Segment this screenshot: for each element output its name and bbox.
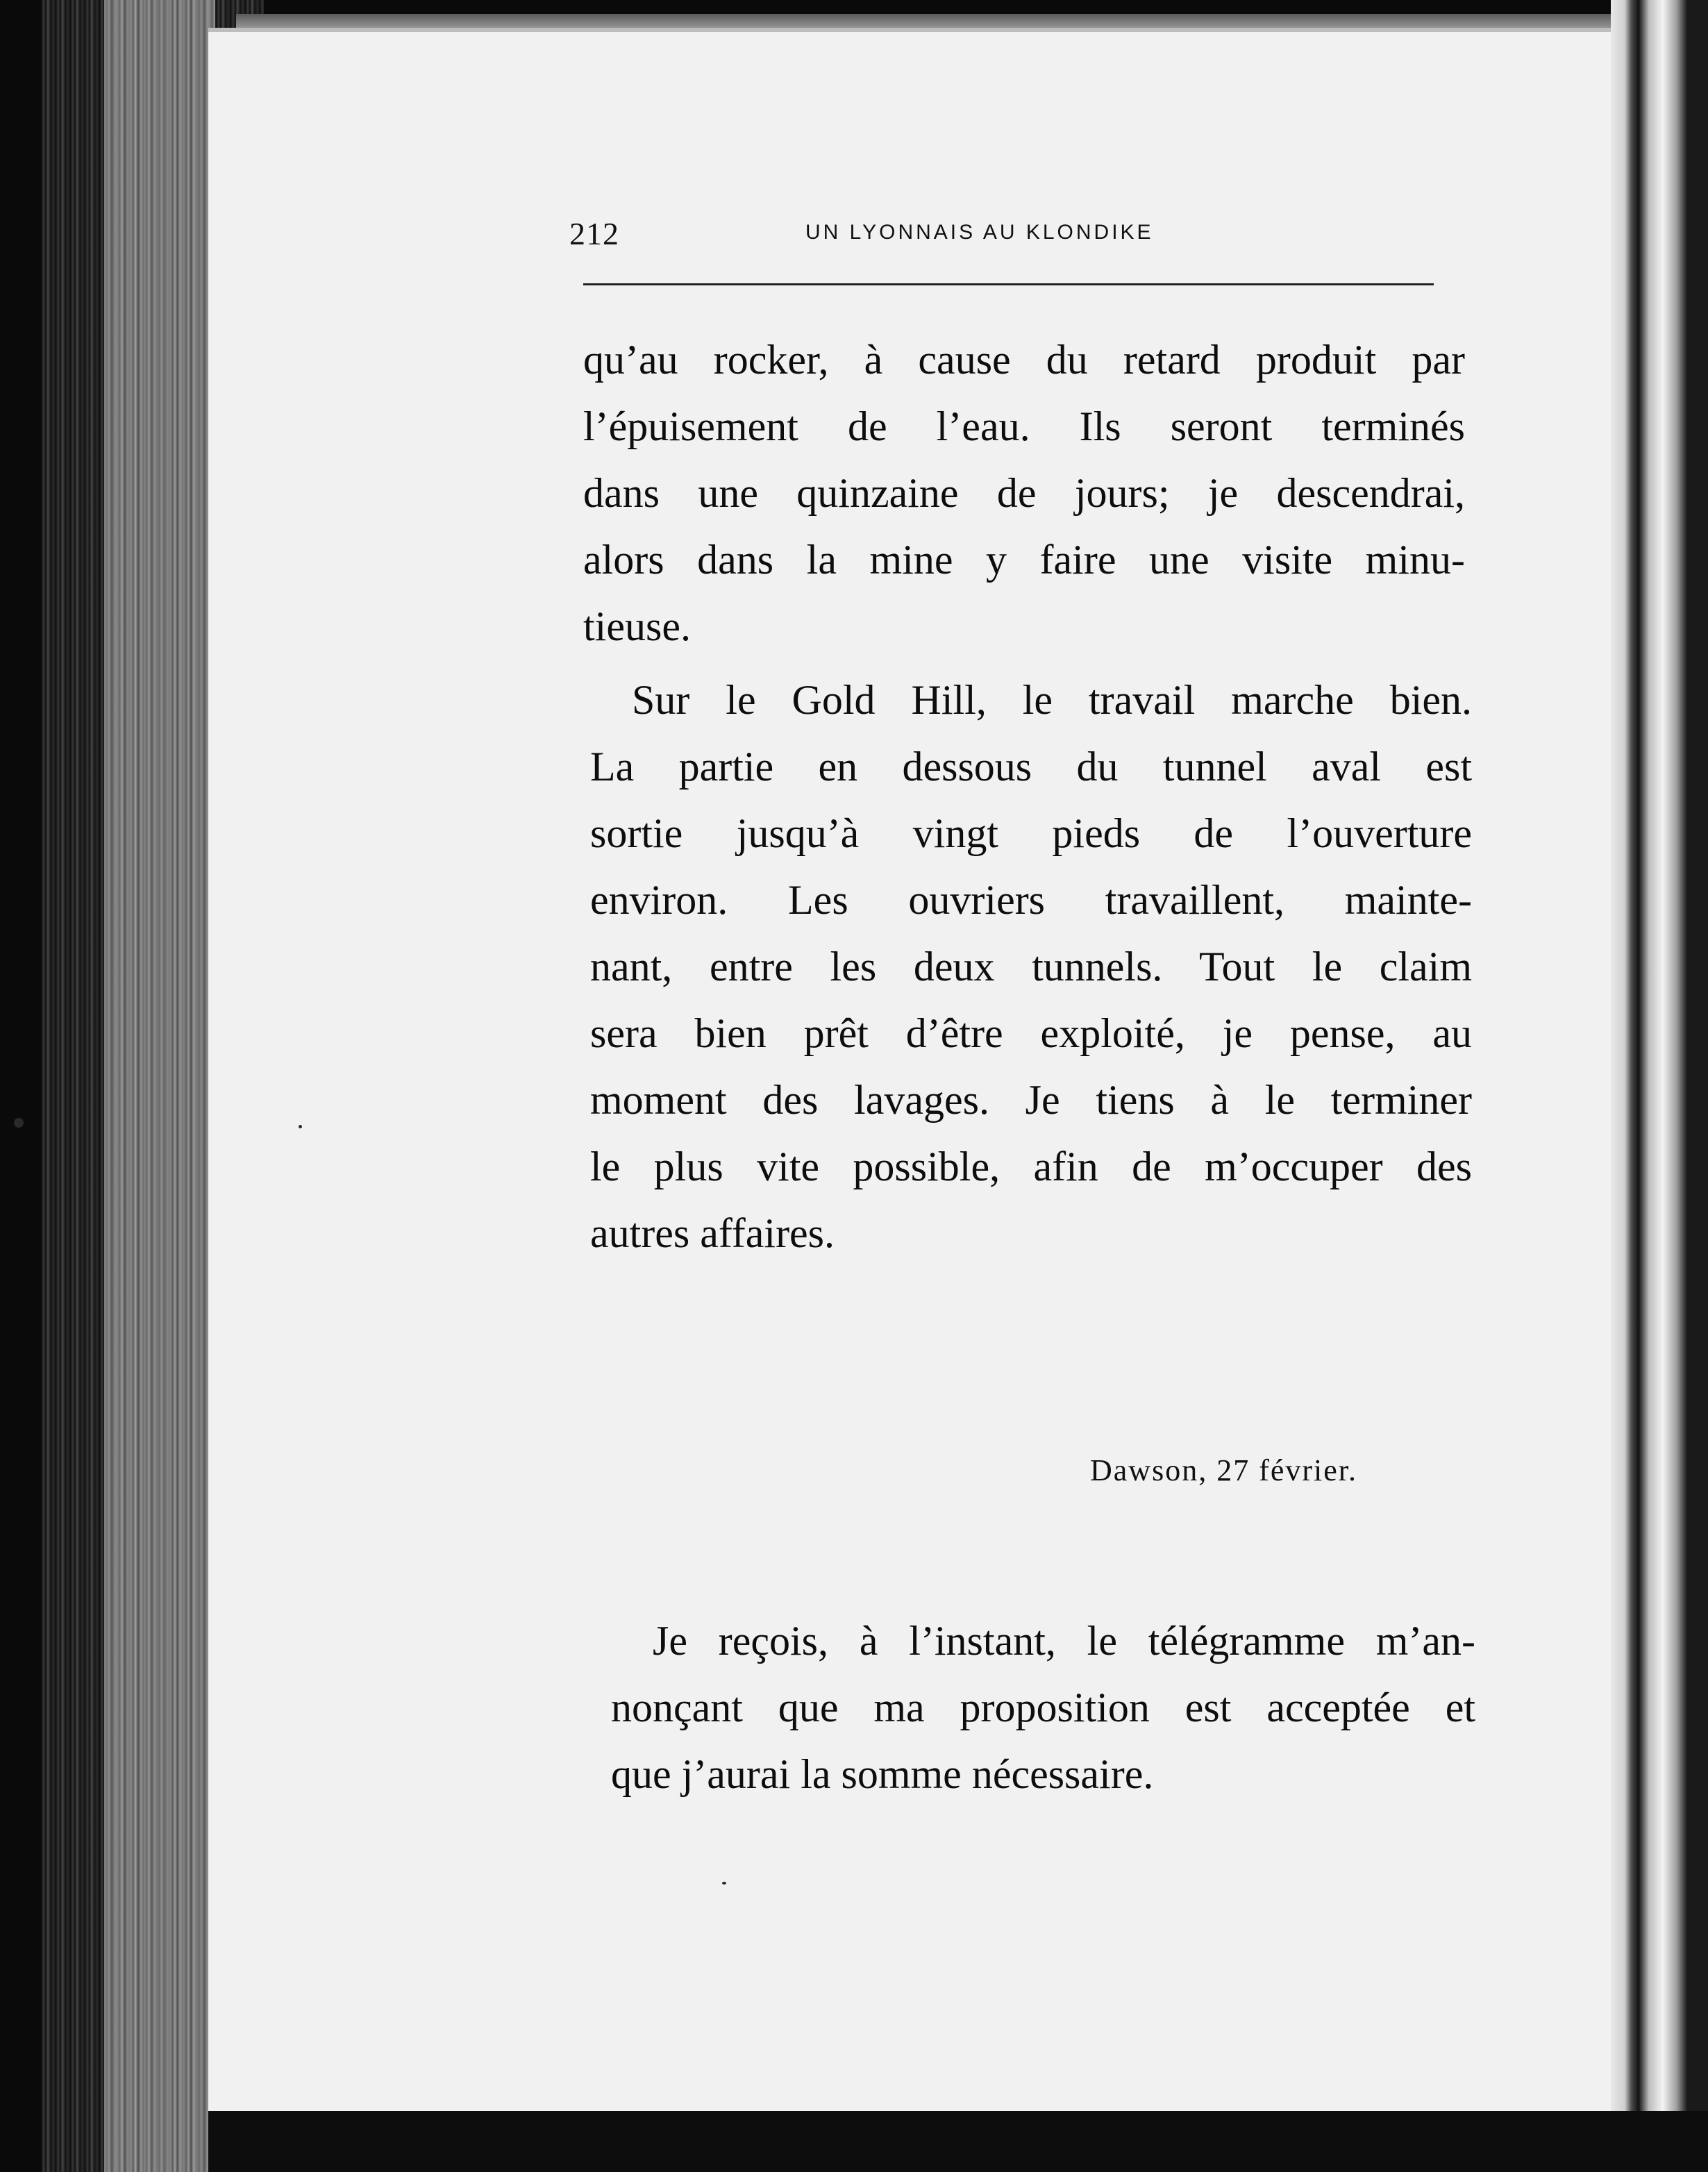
text-line: dans une quinzaine de jours; je descendrai, <box>583 470 1465 516</box>
paragraph-1 <box>583 326 1465 660</box>
text-line: tieuse. <box>583 603 691 649</box>
paragraph-2 <box>590 667 1472 1267</box>
text-line: Je reçois, à l’instant, le télégramme m’an- <box>653 1618 1475 1664</box>
text-line: environ. Les ouvriers travaillent, mainte- <box>590 877 1472 923</box>
text-line: Sur le Gold Hill, le travail marche bien. <box>632 677 1472 723</box>
paragraph-3 <box>611 1607 1475 1807</box>
text-line: nonçant que ma proposition est acceptée et <box>611 1685 1475 1730</box>
text-line: qu’au rocker, à cause du retard produit par <box>583 337 1465 383</box>
running-title: UN LYONNAIS AU KLONDIKE <box>805 221 1154 244</box>
text-line: le plus vite possible, afin de m’occuper des <box>590 1144 1472 1189</box>
dateline: Dawson, 27 février. <box>1090 1453 1358 1487</box>
scan-speck <box>14 1118 24 1128</box>
page-number: 212 <box>569 216 619 251</box>
text-line: autres affaires. <box>590 1210 835 1256</box>
text-line: moment des lavages. Je tiens à le terminer <box>590 1077 1472 1123</box>
text-line: La partie en dessous du tunnel aval est <box>590 744 1472 790</box>
text-line: sortie jusqu’à vingt pieds de l’ouverture <box>590 810 1472 856</box>
header-rule <box>583 283 1434 285</box>
book-edge-right <box>1611 0 1708 2172</box>
page-bottom-edge <box>208 2111 1708 2172</box>
scan-speck <box>299 1125 302 1128</box>
book-edge-highlight <box>104 0 215 2172</box>
text-line: alors dans la mine y faire une visite minu- <box>583 537 1465 583</box>
text-line: sera bien prêt d’être exploité, je pense, au <box>590 1010 1472 1056</box>
text-line: nant, entre les deux tunnels. Tout le claim <box>590 944 1472 989</box>
running-head <box>569 215 1437 257</box>
text-line: que j’aurai la somme nécessaire. <box>611 1751 1154 1797</box>
text-line: l’épuisement de l’eau. Ils seront terminés <box>583 403 1465 449</box>
scan-speck <box>722 1882 726 1885</box>
